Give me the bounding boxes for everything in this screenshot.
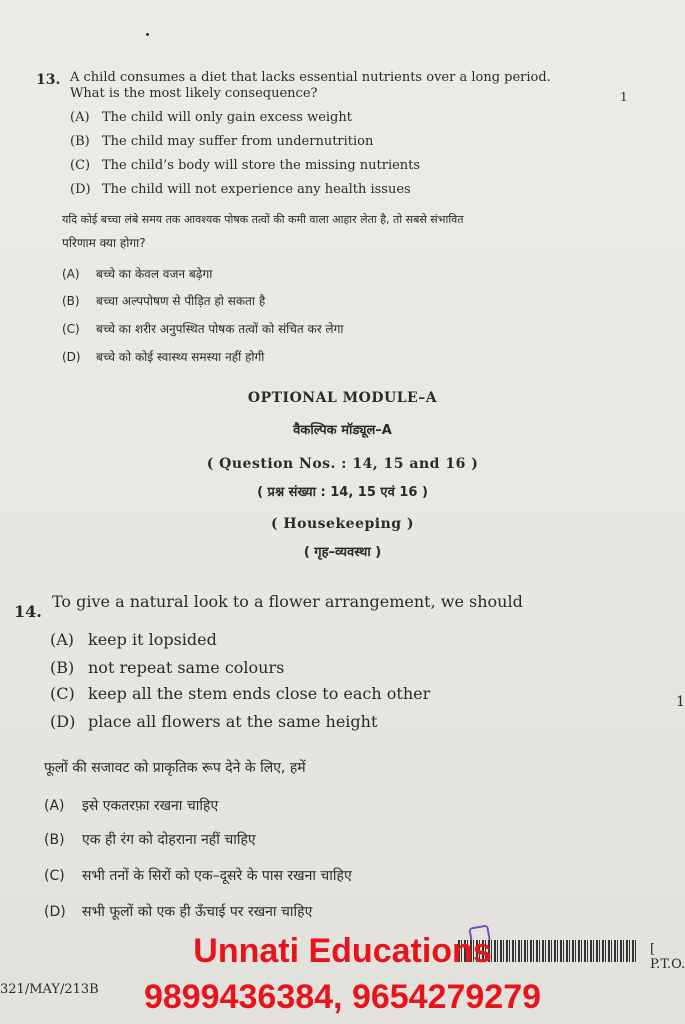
module-title: OPTIONAL MODULE–A — [247, 390, 438, 406]
q14-hindi-text: फूलों की सजावट को प्राकृतिक रूप देने के लिए, हमें — [44, 760, 306, 776]
q13-hindi-option-b: (B) बच्चा अल्पपोषण से पीड़ित हो सकता है — [62, 294, 266, 308]
question-14-marks: 1 — [676, 694, 685, 710]
q13-hindi-line1: यदि कोई बच्चा लंबे समय तक आवश्यक पोषक तत्वों की कमी वाला आहार लेता है, तो सबसे संभावित — [62, 213, 464, 226]
q13-option-a: (A) The child will only gain excess weight — [70, 110, 352, 125]
question-13-marks: 1 — [620, 90, 628, 104]
q13-hindi-option-c: (C) बच्चे का शरीर अनुपस्थित पोषक तत्वों को संचित कर लेगा — [62, 322, 344, 336]
question-14-number: 14. — [14, 602, 42, 621]
module-question-numbers: ( Question Nos. : 14, 15 and 16 ) — [206, 456, 479, 472]
paper-code: 321/MAY/213B — [0, 982, 99, 997]
q13-hindi-option-a: (A) बच्चे का केवल वजन बढ़ेगा — [62, 267, 213, 281]
q13-option-d: (D) The child will not experience any health issues — [70, 182, 411, 197]
watermark-line2: 9899436384, 9654279279 — [143, 978, 542, 1016]
q14-option-a: (A) keep it lopsided — [50, 630, 217, 649]
page-turn-marker: [ P.T.O. — [650, 942, 685, 972]
watermark-line1: Unnati Educations — [193, 932, 492, 970]
q14-option-d: (D) place all flowers at the same height — [50, 712, 378, 731]
question-13-text-line1: A child consumes a diet that lacks essential nutrients over a long period. — [70, 70, 551, 85]
ink-dot — [146, 33, 149, 36]
question-13-text-line2: What is the most likely consequence? — [70, 86, 318, 101]
q13-hindi-line2: परिणाम क्या होगा? — [62, 236, 146, 250]
module-subject-hindi: ( गृह–व्यवस्था ) — [303, 545, 382, 560]
q14-option-b: (B) not repeat same colours — [50, 658, 285, 677]
q14-hindi-option-d: (D) सभी फूलों को एक ही ऊँचाई पर रखना चाहिए — [44, 904, 313, 920]
q13-option-c: (C) The child’s body will store the missing nutrients — [70, 158, 421, 173]
q13-option-b: (B) The child may suffer from undernutrition — [70, 134, 374, 149]
q13-hindi-option-d: (D) बच्चे को कोई स्वास्थ्य समस्या नहीं होगी — [62, 350, 265, 364]
q14-hindi-option-c: (C) सभी तनों के सिरों को एक–दूसरे के पास रखना चाहिए — [44, 868, 352, 884]
q14-hindi-option-b: (B) एक ही रंग को दोहराना नहीं चाहिए — [44, 832, 256, 848]
question-13-number: 13. — [36, 72, 61, 88]
module-question-numbers-hindi: ( प्रश्न संख्या : 14, 15 एवं 16 ) — [257, 485, 428, 500]
q14-hindi-option-a: (A) इसे एकतरफ़ा रखना चाहिए — [44, 798, 219, 814]
question-14-text: To give a natural look to a flower arrangement, we should — [52, 592, 523, 611]
module-title-hindi: वैकल्पिक मॉड्यूल–A — [293, 423, 392, 438]
q14-option-c: (C) keep all the stem ends close to each other — [50, 684, 431, 703]
module-subject: ( Housekeeping ) — [270, 516, 415, 532]
